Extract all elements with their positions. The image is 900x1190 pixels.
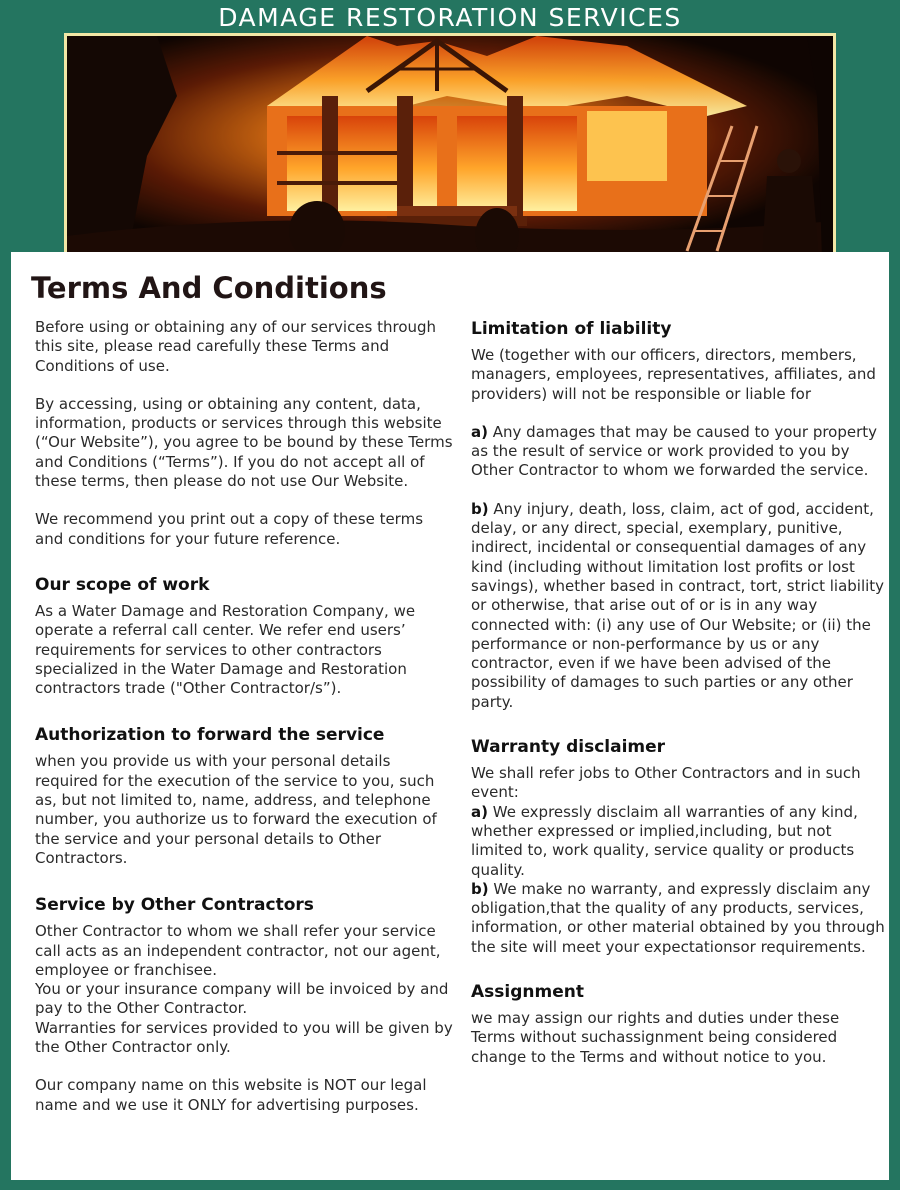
liability-heading: Limitation of liability <box>471 319 672 339</box>
left-column <box>35 318 453 1134</box>
liability-item-b-label: b) <box>471 499 489 518</box>
liability-item-b-text: Any injury, death, loss, claim, act of god, accident, delay, or any direct, special, exemplary, punitive, indirect, incidental or consequential damages of any kind (including without limitation lost profits or lost savings), whether based in contract, tort, strict liability or otherwise, that arise out of or is in any way connected with: (i) any use of Our Website; or (ii) the performance or non-performance by us or any contractor, even if we have been advised of the possibility of damages to such parties or any other party. <box>471 499 885 711</box>
warranty-item-a-text: We expressly disclaim all warranties of any kind, whether expressed or implied,including, but not limited to, work quality, service quality or products quality. <box>471 802 858 879</box>
scope-text: As a Water Damage and Restoration Company, we operate a referral call center. We refer end users’ requirements for services to other contractors specialized in the Water Damage and Restoration contractors trade ("Other Contractor/s”). <box>35 601 416 698</box>
intro-paragraph-3: We recommend you print out a copy of these terms and conditions for your future reference. <box>35 510 424 548</box>
warranty-item-b-label: b) <box>471 879 489 898</box>
intro-paragraph-2: By accessing, using or obtaining any content, data, information, products or services through this website (“Our Website”), you agree to be bound by these Terms and Conditions (“Terms”). If you do not accept all of these terms, then please do not use Our Website. <box>35 394 453 491</box>
right-column <box>471 318 885 1086</box>
legal-name-note: Our company name on this website is NOT our legal name and we use it ONLY for advertising purposes. <box>35 1076 427 1114</box>
warranty-intro: We shall refer jobs to Other Contractors and in such event: <box>471 764 861 802</box>
service-line-1: Other Contractor to whom we shall refer your service call acts as an independent contractor, not our agent, employee or franchisee. <box>35 922 441 979</box>
terms-content-panel <box>11 252 889 1180</box>
warranty-heading: Warranty disclaimer <box>471 737 666 758</box>
liability-item-a-text: Any damages that may be caused to your property as the result of service or work provided to you by Other Contractor to whom we forwarded the service. <box>471 422 878 480</box>
site-title: DAMAGE RESTORATION SERVICES <box>218 3 682 32</box>
liability-intro: We (together with our officers, directors, members, managers, employees, representatives, affiliates, and providers) will not be responsible or liable for <box>471 346 876 403</box>
authorization-text: when you provide us with your personal details required for the execution of the service to you, such as, but not limited to, name, address, and telephone number, you authorize us to forward the execution of the service and your personal details to Other Contractors. <box>35 752 437 867</box>
liability-item-b <box>471 500 885 712</box>
warranty-item-a <box>471 803 885 880</box>
service-line-3: Warranties for services provided to you will be given by the Other Contractor only. <box>35 1018 453 1057</box>
authorization-heading: Authorization to forward the service <box>35 725 385 746</box>
warranty-item-b <box>471 880 885 957</box>
assignment-text: we may assign our rights and duties under these Terms without suchassignment being considered change to the Terms and without notice to you. <box>471 1009 840 1066</box>
scope-heading: Our scope of work <box>35 574 210 595</box>
liability-item-a <box>471 423 885 481</box>
service-line-2: You or your insurance company will be invoiced by and pay to the Other Contractor. <box>35 980 449 1018</box>
service-heading: Service by Other Contractors <box>35 895 314 916</box>
warranty-text <box>471 764 885 957</box>
page-title: Terms And Conditions <box>31 271 387 305</box>
warranty-item-a-label: a) <box>471 802 488 821</box>
service-text <box>35 922 453 1057</box>
intro-paragraph-1: Before using or obtaining any of our services through this site, please read carefully these Terms and Conditions of use. <box>35 318 437 375</box>
warranty-item-b-text: We make no warranty, and expressly disclaim any obligation,that the quality of any products, services, information, or other material obtained by you through the site will meet your expectationsor requirements. <box>471 879 885 956</box>
burning-house-photo <box>64 33 836 256</box>
liability-item-a-label: a) <box>471 422 488 441</box>
assignment-heading: Assignment <box>471 982 584 1003</box>
